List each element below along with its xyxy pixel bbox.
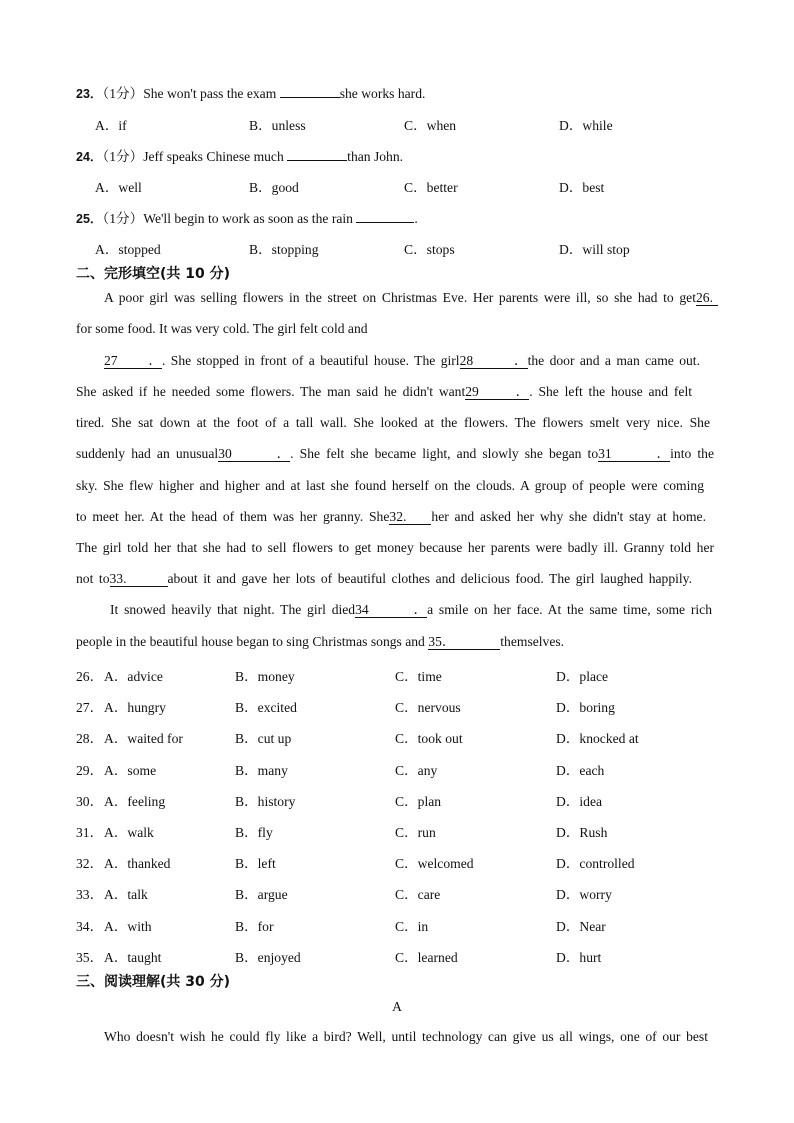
answer-blank[interactable] xyxy=(356,210,414,223)
cloze-line: people in the beautiful house began to sing Christmas songs and 35． themselves. xyxy=(76,634,565,649)
option-a[interactable]: A．thanked xyxy=(104,856,171,872)
option-d[interactable]: D．place xyxy=(556,669,609,684)
option-b[interactable]: B．for xyxy=(235,918,274,934)
option-b[interactable]: B．fly xyxy=(235,825,273,840)
question-text-after: she works hard. xyxy=(339,86,426,101)
question-text-after: than John. xyxy=(347,149,404,164)
option-number: 34． xyxy=(76,918,104,934)
options-24 xyxy=(0,176,794,196)
option-b[interactable]: B．enjoyed xyxy=(235,949,301,965)
cloze-blank-30[interactable]: 30． xyxy=(218,446,291,461)
question-24: 24．（1分）Jeff speaks Chinese much than John. xyxy=(76,149,404,164)
option-a[interactable]: A．talk xyxy=(104,887,148,903)
option-d[interactable]: D．best xyxy=(559,180,605,195)
option-b[interactable]: B．good xyxy=(249,180,299,195)
option-b[interactable]: B．money xyxy=(235,669,295,684)
section-heading-reading: 三、阅读理解(共 30 分) xyxy=(76,974,231,990)
question-text: Jeff speaks Chinese much xyxy=(143,149,288,164)
option-number: 31． xyxy=(76,825,104,840)
question-text: We'll begin to work as soon as the rain xyxy=(143,211,357,226)
question-25: 25．（1分）We'll begin to work as soon as the rain . xyxy=(76,211,418,226)
option-d[interactable]: D．while xyxy=(559,118,613,133)
option-a[interactable]: A．well xyxy=(95,180,142,195)
question-score: （1分） xyxy=(102,149,144,164)
cloze-line: to meet her. At the head of them was her granny. She32. her and asked her why she didn't stay at home. xyxy=(76,509,706,524)
question-score: （1分） xyxy=(102,86,144,101)
cloze-option-row xyxy=(0,759,794,779)
question-score: （1分） xyxy=(102,211,144,226)
option-number: 35． xyxy=(76,949,104,965)
answer-blank[interactable] xyxy=(287,148,347,161)
cloze-blank-26[interactable]: 26. xyxy=(696,291,718,306)
option-d[interactable]: D．will stop xyxy=(559,242,630,257)
option-c[interactable]: C．took out xyxy=(395,731,463,747)
cloze-blank-34[interactable]: 34． xyxy=(355,602,428,617)
option-d[interactable]: D．worry xyxy=(556,887,612,903)
option-number: 32． xyxy=(76,856,104,872)
option-c[interactable]: C．run xyxy=(395,825,436,840)
cloze-blank-29[interactable]: 29． xyxy=(465,384,530,399)
section-heading-cloze: 二、完形填空(共 10 分) xyxy=(76,266,231,282)
cloze-blank-31[interactable]: 31． xyxy=(598,446,671,461)
option-d[interactable]: D．hurt xyxy=(556,949,602,965)
answer-blank[interactable] xyxy=(280,85,340,98)
cloze-line: for some food. It was very cold. The girl felt cold and xyxy=(76,321,368,336)
option-number: 27． xyxy=(76,700,104,716)
option-c[interactable]: C．plan xyxy=(395,793,442,809)
cloze-option-row xyxy=(0,790,794,810)
cloze-option-row xyxy=(0,852,794,872)
reading-line: Who doesn't wish he could fly like a bird? Well, until technology can give us all wings, one of our best xyxy=(104,1029,708,1044)
cloze-option-row xyxy=(0,821,794,841)
cloze-line: A poor girl was selling flowers in the street on Christmas Eve. Her parents were ill, so she had to get26. xyxy=(104,290,718,306)
cloze-line: The girl told her that she had to sell flowers to get money because her parents were badly ill. Granny told her xyxy=(76,540,714,555)
option-number: 28． xyxy=(76,731,104,747)
option-d[interactable]: D．controlled xyxy=(556,856,635,872)
cloze-option-row xyxy=(0,915,794,935)
option-c[interactable]: C．stops xyxy=(404,242,455,257)
cloze-blank-27[interactable]: 27． xyxy=(104,353,162,368)
options-25 xyxy=(0,238,794,258)
option-d[interactable]: D．knocked at xyxy=(556,731,639,747)
option-c[interactable]: C．better xyxy=(404,180,458,195)
cloze-line: not to33. about it and gave her lots of beautiful clothes and delicious food. The girl laughed happily. xyxy=(76,571,692,586)
option-a[interactable]: A．feeling xyxy=(104,793,166,809)
cloze-blank-32[interactable]: 32. xyxy=(389,510,431,525)
option-b[interactable]: B．excited xyxy=(235,700,297,716)
option-a[interactable]: A．stopped xyxy=(95,242,161,257)
option-d[interactable]: D．Near xyxy=(556,918,606,934)
option-b[interactable]: B．many xyxy=(235,762,288,778)
question-number: 23 xyxy=(76,87,90,101)
question-23: 23．（1分）She won't pass the exam she works hard. xyxy=(76,86,426,101)
passage-label: A xyxy=(392,999,402,1014)
option-d[interactable]: D．Rush xyxy=(556,825,608,840)
option-c[interactable]: C．any xyxy=(395,762,438,778)
option-c[interactable]: C．time xyxy=(395,669,442,684)
question-number: 24 xyxy=(76,150,90,164)
option-d[interactable]: D．each xyxy=(556,762,605,778)
option-a[interactable]: A．taught xyxy=(104,949,162,965)
question-text: She won't pass the exam xyxy=(143,86,280,101)
option-number: 33． xyxy=(76,887,104,903)
option-a[interactable]: A．if xyxy=(95,118,127,133)
option-b[interactable]: B．cut up xyxy=(235,731,292,747)
cloze-line: tired. She sat down at the foot of a tall wall. She looked at the flowers. The flowers smelt very nice. She xyxy=(76,415,710,430)
cloze-option-row xyxy=(0,727,794,747)
option-c[interactable]: C．welcomed xyxy=(395,856,474,872)
option-a[interactable]: A．hungry xyxy=(104,700,166,716)
cloze-line: suddenly had an unusual30．. She felt she became light, and slowly she began to31．into the xyxy=(76,446,714,461)
option-a[interactable]: A．walk xyxy=(104,825,154,840)
options-23 xyxy=(0,114,794,134)
option-number: 26． xyxy=(76,669,104,684)
cloze-line: It snowed heavily that night. The girl died34．a smile on her face. At the same time, some rich xyxy=(110,602,712,617)
option-b[interactable]: B．history xyxy=(235,793,296,809)
cloze-blank-28[interactable]: 28． xyxy=(459,353,528,368)
option-b[interactable]: B．unless xyxy=(249,118,306,133)
option-c[interactable]: C．care xyxy=(395,887,441,903)
option-d[interactable]: D．boring xyxy=(556,700,615,716)
cloze-option-row xyxy=(0,946,794,966)
option-number: 29． xyxy=(76,762,104,778)
cloze-line: 27．. She stopped in front of a beautiful house. The girl28．the door and a man came out. xyxy=(104,353,700,368)
cloze-option-row xyxy=(0,696,794,716)
question-number: 25 xyxy=(76,212,90,226)
cloze-blank-35[interactable]: 35． xyxy=(428,635,500,650)
option-c[interactable]: C．nervous xyxy=(395,700,461,716)
option-c[interactable]: C．in xyxy=(395,918,429,934)
cloze-line: She asked if he needed some flowers. The man said he didn't want29．. She left the house and felt xyxy=(76,384,693,399)
option-a[interactable]: A．advice xyxy=(104,669,163,684)
cloze-blank-33[interactable]: 33. xyxy=(110,572,168,587)
option-a[interactable]: A．waited for xyxy=(104,731,183,747)
cloze-option-row xyxy=(0,665,794,685)
option-number: 30． xyxy=(76,793,104,809)
question-text-after: . xyxy=(414,211,418,226)
option-c[interactable]: C．when xyxy=(404,118,457,133)
option-b[interactable]: B．stopping xyxy=(249,242,319,257)
option-b[interactable]: B．left xyxy=(235,856,276,872)
cloze-line: sky. She flew higher and higher and at last she found herself on the clouds. A group of people were coming xyxy=(76,478,704,493)
option-a[interactable]: A．some xyxy=(104,762,157,778)
option-b[interactable]: B．argue xyxy=(235,887,288,903)
cloze-option-row xyxy=(0,883,794,903)
option-d[interactable]: D．idea xyxy=(556,793,603,809)
option-a[interactable]: A．with xyxy=(104,918,152,934)
option-c[interactable]: C．learned xyxy=(395,949,458,965)
